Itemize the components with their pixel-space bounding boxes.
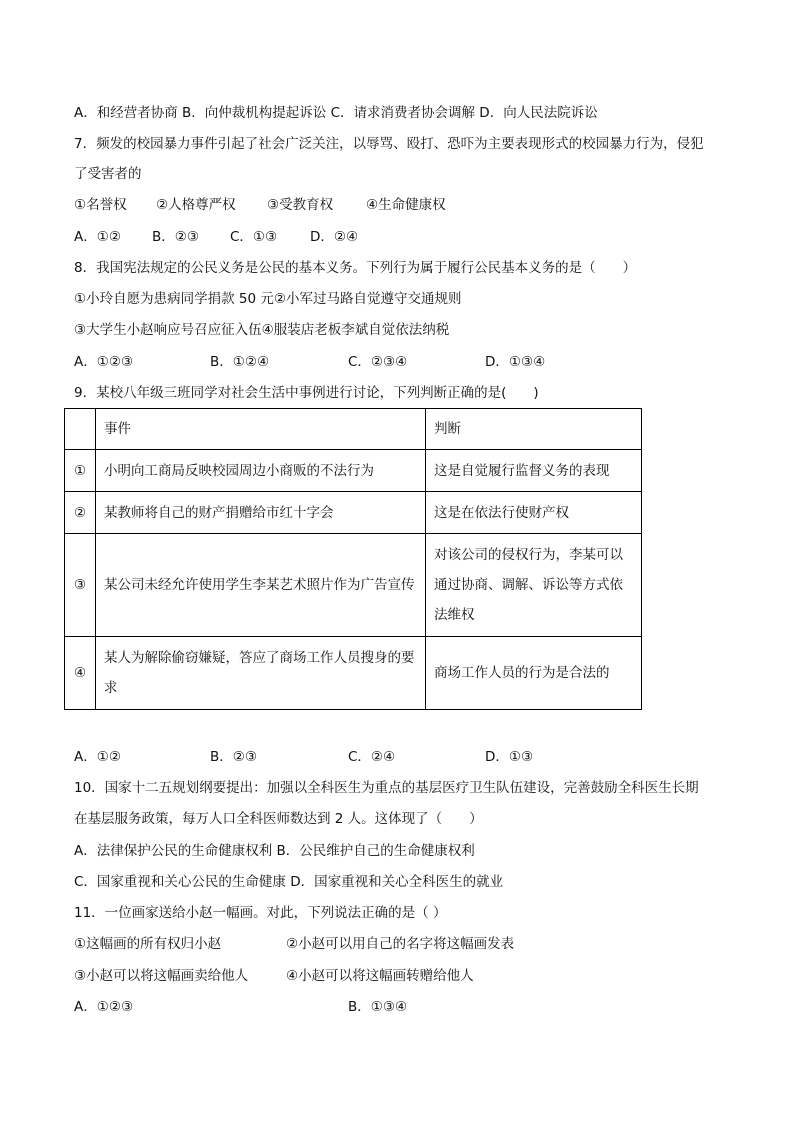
row-event: 某教师将自己的财产捐赠给市红十字会 [96, 492, 426, 534]
q10-choices-line1: A．法律保护公民的生命健康权利 B．公民维护自己的生命健康权利 [74, 843, 475, 859]
q11-choice-b: B．①③④ [348, 999, 408, 1015]
q8-items-line2: ③大学生小赵响应号召应征入伍④服装店老板李斌自觉依法纳税 [74, 322, 450, 338]
q11-choice-a: A．①②③ [74, 999, 134, 1015]
q11-item-4: ④小赵可以将这幅画转赠给他人 [286, 968, 474, 984]
q7-choice-b: B．②③ [152, 229, 199, 245]
q9-choice-c: C．②④ [348, 749, 396, 765]
table-row [65, 450, 642, 492]
q8-choice-c: C．②③④ [348, 354, 408, 370]
row-event: 某公司未经允许使用学生李某艺术照片作为广告宣传 [96, 534, 426, 637]
q7-item-3: ③受教育权 [267, 197, 334, 213]
header-event: 事件 [96, 409, 426, 450]
q7-item-2: ②人格尊严权 [156, 197, 236, 213]
q7-stem-line1: 7．频发的校园暴力事件引起了社会广泛关注，以辱骂、殴打、恐吓为主要表现形式的校园暴力行为，侵犯 [74, 136, 704, 152]
q8-items-line1: ①小玲自愿为患病同学捐款 50 元②小军过马路自觉遵守交通规则 [74, 291, 462, 307]
table-row [65, 492, 642, 534]
row-judgment: 对该公司的侵权行为，李某可以通过协商、调解、诉讼等方式依法维权 [426, 534, 642, 637]
q8-choice-d: D．①③④ [485, 354, 546, 370]
q6-options: A．和经营者协商 B．向仲裁机构提起诉讼 C．请求消费者协会调解 D．向人民法院诉讼 [74, 105, 598, 121]
q9-choice-d: D．①③ [485, 749, 534, 765]
q8-choice-b: B．①②④ [210, 354, 270, 370]
q11-item-2: ②小赵可以用自己的名字将这幅画发表 [286, 936, 515, 952]
q9-choice-b: B．②③ [210, 749, 257, 765]
q9-stem: 9．某校八年级三班同学对社会生活中事例进行讨论，下列判断正确的是( ) [74, 385, 539, 401]
q7-choice-c: C．①③ [230, 229, 278, 245]
row-judgment: 这是自觉履行监督义务的表现 [426, 450, 642, 492]
row-num: ② [65, 492, 96, 534]
q7-choice-d: D．②④ [310, 229, 359, 245]
q10-choices-line2: C．国家重视和关心公民的生命健康 D．国家重视和关心全科医生的就业 [74, 874, 504, 890]
row-num: ④ [65, 637, 96, 710]
q7-item-4: ④生命健康权 [366, 197, 446, 213]
row-event: 小明向工商局反映校园周边小商贩的不法行为 [96, 450, 426, 492]
q9-table [64, 408, 642, 710]
q9-choice-a: A．①② [74, 749, 121, 765]
q10-stem-line1: 10．国家十二五规划纲要提出：加强以全科医生为重点的基层医疗卫生队伍建设，完善鼓励全科医生长期 [74, 780, 699, 796]
header-num [65, 409, 96, 450]
q10-stem-line2: 在基层服务政策，每万人口全科医师数达到 2 人。这体现了（ ） [74, 811, 483, 827]
table-row [65, 637, 642, 710]
row-num: ③ [65, 534, 96, 637]
q11-stem: 11．一位画家送给小赵一幅画。对此，下列说法正确的是（ ） [74, 905, 447, 921]
row-event: 某人为解除偷窃嫌疑，答应了商场工作人员搜身的要求 [96, 637, 426, 710]
header-judgment: 判断 [426, 409, 642, 450]
q8-choice-a: A．①②③ [74, 354, 134, 370]
q8-stem: 8．我国宪法规定的公民义务是公民的基本义务。下列行为属于履行公民基本义务的是（ ） [74, 260, 637, 276]
table-header-row [65, 409, 642, 450]
row-num: ① [65, 450, 96, 492]
q7-stem-line2: 了受害者的 [74, 166, 142, 182]
q11-item-3: ③小赵可以将这幅画卖给他人 [74, 968, 249, 984]
q11-item-1: ①这幅画的所有权归小赵 [74, 936, 222, 952]
row-judgment: 商场工作人员的行为是合法的 [426, 637, 642, 710]
q7-choice-a: A．①② [74, 229, 121, 245]
q7-item-1: ①名誉权 [74, 197, 127, 213]
row-judgment: 这是在依法行使财产权 [426, 492, 642, 534]
table-row [65, 534, 642, 637]
